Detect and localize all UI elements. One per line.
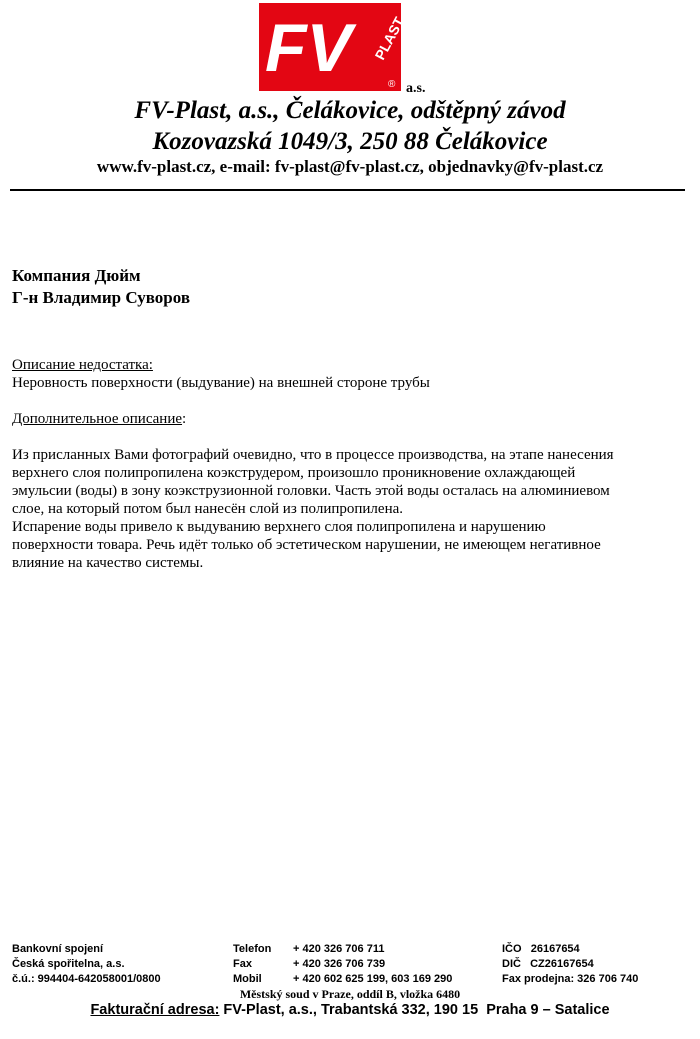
- letterhead-address: Kozovazská 1049/3, 250 88 Čelákovice: [152, 128, 548, 155]
- footer-phone-value: + 420 326 706 711: [293, 943, 385, 955]
- footer-bank-line: č.ú.: 994404-642058001/0800: [12, 973, 161, 985]
- company-suffix: a.s.: [406, 81, 426, 96]
- footer-court-registration: Městský soud v Praze, oddíl B, vložka 6480: [239, 987, 461, 1001]
- footer-id-line: Fax prodejna: 326 706 740: [502, 973, 639, 985]
- additional-body: [12, 446, 688, 572]
- header-divider: [10, 189, 685, 191]
- body-line: Испарение воды привело к выдуванию верхнего слоя полипропилена и нарушению: [12, 519, 546, 535]
- defect-heading: Описание недостатка:: [12, 357, 153, 373]
- logo-registered-mark: ®: [388, 79, 396, 90]
- recipient-company: Компания Дюйм: [12, 266, 141, 285]
- recipient-block: [12, 265, 190, 309]
- footer-phone-label: Telefon: [233, 943, 272, 955]
- footer-id-line: DIČ CZ26167654: [502, 958, 594, 970]
- defect-text: Неровность поверхности (выдувание) на внешней стороне трубы: [12, 375, 430, 391]
- footer-phone-label: Fax: [233, 958, 252, 970]
- fv-plast-logo: [259, 3, 408, 91]
- footer-phone-labels: [233, 942, 271, 987]
- letterhead-title: FV-Plast, a.s., Čelákovice, odštěpný závod: [134, 97, 566, 124]
- body-line: слое, на который потом был нанесён слой из полипропилена.: [12, 501, 404, 517]
- additional-heading-line: [12, 410, 186, 428]
- footer-phone-values: [293, 942, 452, 987]
- billing-text: FV-Plast, a.s., Trabantská 332, 190 15 Praha 9 – Satalice: [219, 1002, 610, 1018]
- footer-ids: [502, 942, 638, 987]
- footer-bank-line: Bankovní spojení: [12, 943, 104, 955]
- footer-id-line: IČO 26167654: [502, 943, 580, 955]
- letterhead-contacts: www.fv-plast.cz, e-mail: fv-plast@fv-plast.cz, objednavky@fv-plast.cz: [96, 157, 604, 176]
- logo-fv-text: FV: [265, 10, 352, 86]
- footer-phone-label: Mobil: [233, 973, 262, 985]
- footer-phone-value: + 420 602 625 199, 603 169 290: [293, 973, 453, 985]
- footer-bank: [12, 942, 161, 987]
- body-line: Из присланных Вами фотографий очевидно, что в процессе производства, на этапе нанесения: [12, 447, 614, 463]
- logo-plast-text: PLAST: [371, 14, 408, 63]
- billing-label: Fakturační adresa:: [90, 1002, 220, 1018]
- recipient-person: Г-н Владимир Суворов: [12, 288, 191, 307]
- body-line: влияние на качество системы.: [12, 555, 204, 571]
- additional-heading: Дополнительное описание: [12, 411, 183, 427]
- footer-billing-address: [0, 1002, 700, 1018]
- body-line: верхнего слоя полипропилена коэкструдером, произошло проникновение охлаждающей: [12, 465, 576, 481]
- footer-phone-value: + 420 326 706 739: [293, 958, 386, 970]
- body-line: поверхности товара. Речь идёт только об эстетическом нарушении, не имеющем негативное: [12, 537, 601, 553]
- defect-section: [12, 356, 430, 392]
- footer-bank-line: Česká spořitelna, a.s.: [12, 958, 125, 970]
- body-line: эмульсии (воды) в зону коэкструзионной головки. Часть этой воды осталась на алюминиевом: [12, 483, 610, 499]
- additional-heading-colon: :: [182, 411, 187, 427]
